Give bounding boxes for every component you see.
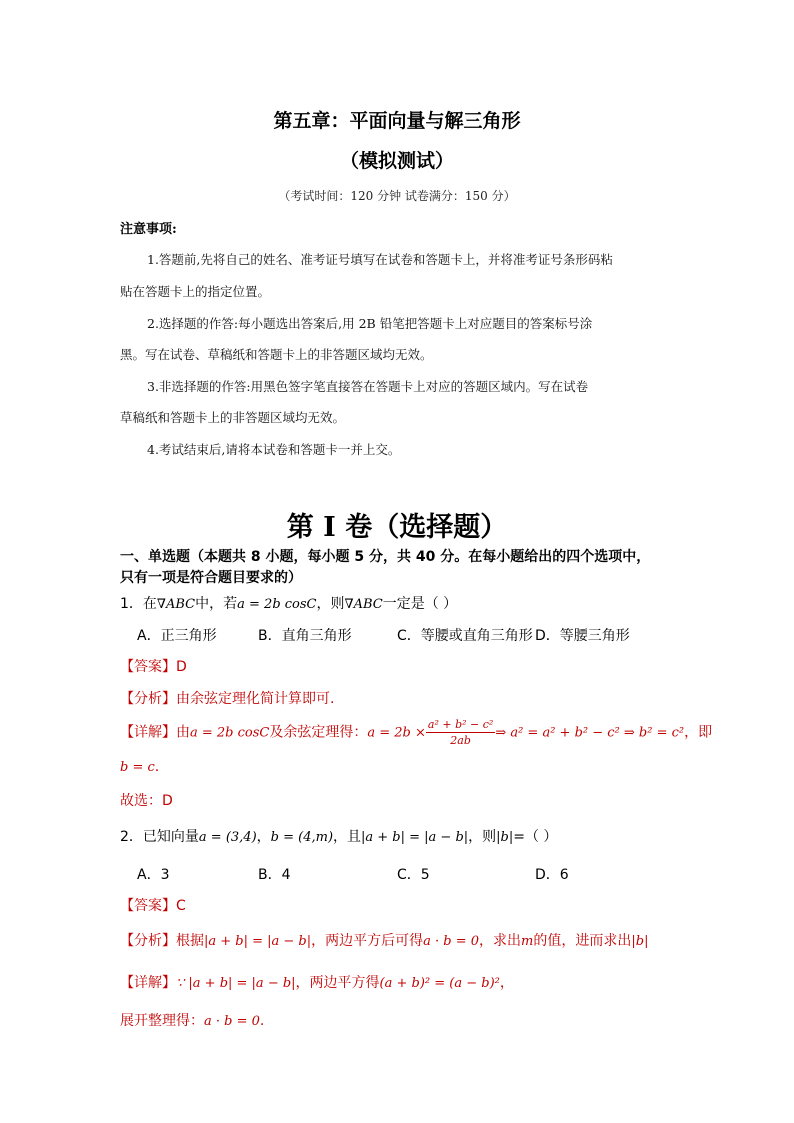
document-title: 第五章：平面向量与解三角形 (273, 110, 521, 132)
fraction (426, 717, 495, 748)
stem-text: ，且 (333, 829, 362, 845)
note-line: 草稿纸和答题卡上的非答题区域均无效。 (120, 410, 346, 425)
note-line: 3.非选择题的作答:用黑色签字笔直接答在答题卡上对应的答题区域内。写在试卷 (147, 379, 589, 394)
stem-text: ，则 (468, 829, 497, 845)
analysis-label: 【分析】 (120, 691, 176, 707)
math-expr: a = (3,4) (198, 830, 257, 845)
note-line: 贴在答题卡上的指定位置。 (120, 284, 271, 299)
option-a: A．正三角形 (137, 628, 217, 644)
math-expr: a = 2b × (367, 725, 426, 741)
detail-line (120, 972, 514, 992)
detail-line-cont (120, 759, 159, 775)
math-expr: |b| (631, 934, 649, 949)
stem-text: =（ ） (513, 829, 558, 845)
detail-line (120, 717, 712, 748)
option-a: A．3 (137, 867, 170, 883)
question-1-stem (120, 593, 457, 613)
analysis-text: ，两边平方后可得 (311, 933, 424, 949)
expand-text: . (259, 1013, 265, 1029)
analysis-text: 根据 (176, 933, 204, 949)
answer-line (120, 656, 187, 676)
stem-text: 中，若 (195, 596, 238, 612)
math-expr: ⇒ a² = a² + b² − c² ⇒ b² = c² (495, 725, 685, 741)
fraction-numerator: a² + b² − c² (427, 718, 494, 731)
detail-label: 【详解】 (120, 724, 176, 741)
detail-text: 及余弦定理得： (269, 724, 368, 741)
answer-label: 【答案】 (120, 659, 176, 675)
note-line: 1.答题前,先将自己的姓名、准考证号填写在试卷和答题卡上，并将准考证号条形码粘 (147, 252, 613, 267)
option-b: B．直角三角形 (258, 628, 352, 644)
answer-value: C (176, 898, 186, 914)
part-heading: 只有一项是符合题目要求的） (120, 570, 302, 586)
detail-label: 【详解】 (120, 975, 176, 991)
detail-text: 由 (176, 724, 190, 741)
math-expr: a · b = 0 (423, 934, 480, 949)
math-expr: |a + b| = |a − b| (361, 830, 469, 845)
option-c: C．等腰或直角三角形 (397, 628, 533, 644)
math-expr: b = c (120, 760, 155, 775)
answer-line (120, 895, 186, 915)
document-subtitle: （模拟测试） (339, 150, 454, 172)
exam-info: （考试时间：120 分钟 试卷满分：150 分） (278, 189, 516, 203)
option-d: D．6 (535, 867, 569, 883)
stem-text: ，则 (316, 596, 345, 612)
math-expr: a = 2b cosC (237, 597, 317, 612)
math-expr: ∵ |a + b| = |a − b| (176, 976, 296, 991)
stem-text: 2．已知向量 (120, 829, 199, 845)
section-title: 第 I 卷（选择题） (286, 512, 508, 543)
detail-text: ， (499, 975, 514, 991)
answer-label: 【答案】 (120, 898, 176, 914)
detail-text: . (154, 759, 160, 775)
analysis-text: 的值，进而求出 (533, 933, 632, 949)
question-2-stem (120, 826, 557, 846)
math-expr: a = 2b cosC (190, 725, 270, 741)
fraction-denominator: 2ab (450, 734, 471, 747)
note-line: 2.选择题的作答:每小题选出答案后,用 2B 铅笔把答题卡上对应题目的答案标号涂 (147, 316, 593, 331)
analysis-text: ，求出 (479, 933, 522, 949)
option-b: B．4 (258, 867, 291, 883)
math-expr: b = (4,m) (270, 830, 334, 845)
expand-text: 展开整理得： (120, 1013, 204, 1029)
stem-text: 一定是（ ） (382, 596, 458, 612)
math-expr: (a + b)² = (a − b)² (379, 976, 500, 991)
math-expr: |b| (496, 830, 514, 845)
math-expr: ∇ABC (156, 597, 196, 612)
detail-text: ，两边平方得 (295, 975, 380, 991)
answer-value: D (176, 659, 187, 675)
analysis-text: 由余弦定理化简计算即可. (176, 691, 335, 707)
math-expr: m (521, 934, 534, 949)
conclusion-line: 故选：D (120, 793, 173, 809)
stem-text: 1．在 (120, 596, 157, 612)
analysis-line (120, 688, 334, 708)
note-line: 4.考试结束后,请将本试卷和答题卡一并上交。 (147, 442, 401, 457)
note-line: 黑。写在试卷、草稿纸和答题卡上的非答题区域均无效。 (120, 347, 433, 362)
expand-line (120, 1010, 264, 1030)
analysis-label: 【分析】 (120, 933, 176, 949)
math-expr: |a + b| = |a − b| (204, 934, 312, 949)
math-expr: ∇ABC (344, 597, 383, 612)
stem-text: ， (256, 829, 271, 845)
detail-text: ，即 (684, 724, 713, 741)
notes-heading: 注意事项: (120, 222, 177, 237)
part-heading: 一、单选题（本题共 8 小题，每小题 5 分，共 40 分。在每小题给出的四个选项中， (120, 549, 651, 565)
option-d: D．等腰三角形 (535, 628, 630, 644)
option-c: C．5 (397, 867, 430, 883)
analysis-line (120, 930, 648, 950)
math-expr: a · b = 0 (204, 1014, 260, 1029)
